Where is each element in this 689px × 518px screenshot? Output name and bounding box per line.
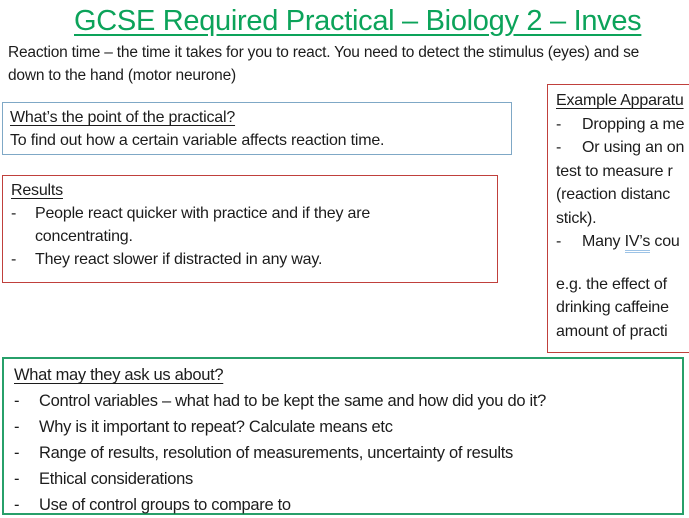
results-heading: Results — [11, 182, 63, 199]
questions-item — [14, 440, 682, 466]
iv-abbreviation: IV’s — [625, 233, 651, 253]
example-apparatus-box — [547, 84, 689, 353]
spacer — [556, 254, 689, 273]
bullet-dash: - — [14, 392, 20, 410]
questions-item-text: Range of results, resolution of measurements, uncertainty of results — [39, 444, 513, 462]
bullet-dash: - — [556, 233, 562, 250]
questions-item-text: Why is it important to repeat? Calculate means etc — [39, 418, 393, 436]
questions-item — [14, 414, 682, 440]
point-of-practical-box — [2, 102, 512, 155]
questions-heading: What may they ask us about? — [14, 366, 224, 384]
bullet-dash: - — [556, 115, 562, 133]
apparatus-item-text: Dropping a me — [582, 115, 685, 133]
apparatus-item-text-post: cou — [650, 233, 680, 250]
questions-item-text: Control variables – what had to be kept the same and how did you do it? — [39, 392, 547, 410]
point-body: To find out how a certain variable affects reaction time. — [10, 132, 385, 149]
results-item-text: People react quicker with practice and if they are — [35, 205, 371, 222]
questions-item-text: Use of control groups to compare to — [39, 496, 291, 514]
bullet-dash: - — [11, 205, 17, 222]
exam-questions-box — [2, 357, 684, 515]
intro-line-1: Reaction time – the time it takes for you to react. You need to detect the stimulus (eyes) and se — [8, 44, 640, 61]
apparatus-example-line: drinking caffeine — [556, 299, 669, 316]
bullet-dash: - — [14, 418, 20, 436]
bullet-dash: - — [11, 251, 17, 268]
intro-line-2: down to the hand (motor neurone) — [8, 66, 236, 84]
results-box — [2, 175, 498, 283]
intro-text — [8, 42, 639, 87]
apparatus-example-line: amount of practi — [556, 322, 668, 340]
apparatus-item-text — [582, 230, 680, 254]
questions-item-text: Ethical considerations — [39, 470, 193, 488]
questions-item — [14, 492, 682, 518]
apparatus-line: (reaction distanc — [556, 186, 670, 203]
apparatus-heading: Example Apparatu — [556, 92, 684, 109]
questions-item — [14, 466, 682, 492]
slide-title: GCSE Required Practical – Biology 2 – Inves — [74, 5, 642, 37]
apparatus-item — [556, 230, 689, 254]
apparatus-line: stick). — [556, 209, 597, 227]
results-item-text: concentrating. — [35, 228, 133, 245]
apparatus-item-text: Or using an on — [582, 139, 685, 156]
apparatus-item — [556, 136, 689, 160]
apparatus-item-text-pre: Many — [582, 233, 625, 250]
bullet-dash: - — [14, 470, 20, 488]
apparatus-item — [556, 113, 689, 137]
apparatus-example-line: e.g. the effect of — [556, 275, 667, 293]
apparatus-line: test to measure r — [556, 162, 673, 180]
results-item — [11, 202, 497, 225]
bullet-dash: - — [14, 496, 20, 514]
results-item-continuation — [11, 225, 497, 248]
results-item-text: They react slower if distracted in any way. — [35, 251, 323, 268]
bullet-dash: - — [14, 444, 20, 462]
results-item — [11, 248, 497, 271]
questions-item — [14, 388, 682, 414]
point-heading: What’s the point of the practical? — [10, 109, 236, 126]
bullet-dash: - — [556, 139, 562, 156]
